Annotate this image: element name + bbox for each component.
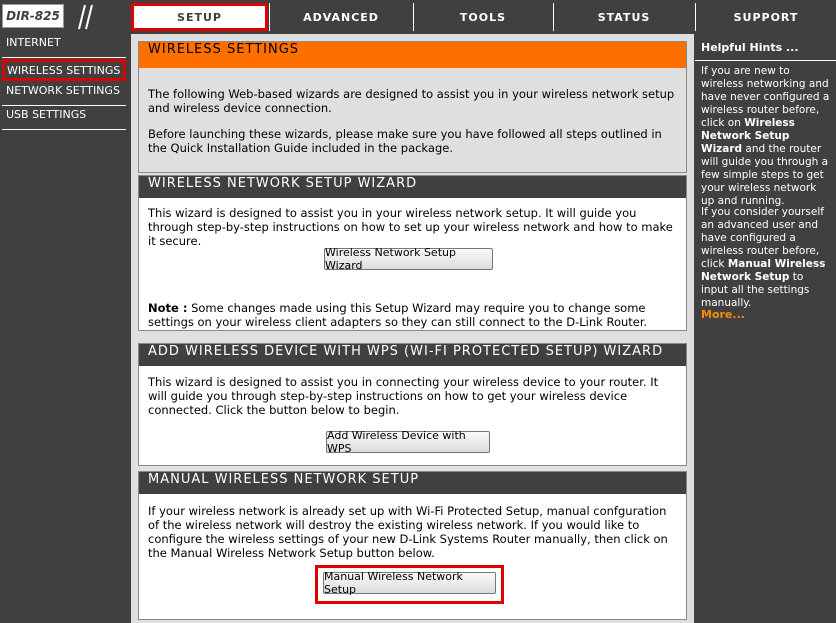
tab-tools[interactable]: TOOLS <box>413 3 552 31</box>
top-navigation-bar <box>0 0 836 33</box>
wireless-settings-intro <box>138 41 687 173</box>
hints-title: Helpful Hints ... <box>701 41 799 54</box>
intro-paragraph-1: The following Web-based wizards are designed to assist you in your wireless network setup and wireless device connection. <box>148 87 675 115</box>
tab-status[interactable]: STATUS <box>553 3 694 31</box>
tab-advanced[interactable]: ADVANCED <box>269 3 412 31</box>
section-title-manual-setup: MANUAL WIRELESS NETWORK SETUP <box>139 472 686 494</box>
section-title-wireless-settings: WIRELESS SETTINGS <box>139 42 686 68</box>
wps-wizard-description: This wizard is designed to assist you in connecting your wireless device to your router. It will guide you through step-by-step instructions on how to get your wireless device connected. Click the button below to begin. <box>148 375 659 417</box>
section-title-setup-wizard: WIRELESS NETWORK SETUP WIZARD <box>139 176 686 198</box>
hint-2-bold: Manual Wireless Network Setup <box>701 258 826 283</box>
manual-setup-section <box>138 471 687 620</box>
left-sidebar <box>0 34 130 623</box>
logo-slashes-icon <box>69 3 93 31</box>
hint-2-text-b: to input all the settings manually. <box>701 271 810 309</box>
hint-1-bold: Wireless Network Setup Wizard <box>701 117 795 155</box>
manual-wireless-network-setup-button[interactable]: Manual Wireless Network Setup <box>323 572 496 594</box>
hint-2-text-a: If you consider yourself an advanced user and have configured a wireless router before, click <box>701 206 824 270</box>
manual-setup-description: If your wireless network is already set up with Wi-Fi Protected Setup, manual confguration of the wireless network will destroy the existing wireless network. If you would like to configure the wireless settings of your new D-Link Systems Router manually, then click on the Manual Wireless Network Setup button below. <box>148 504 668 560</box>
setup-wizard-note <box>148 301 680 329</box>
router-model-logo: DIR-825 <box>2 4 64 28</box>
hint-1-text-a: If you are new to wireless networking and have never configured a wireless router before, click on <box>701 65 830 129</box>
add-wireless-device-wps-button[interactable]: Add Wireless Device with WPS <box>326 431 490 453</box>
section-title-wps-wizard: ADD WIRELESS DEVICE WITH WPS (WI-FI PROTECTED SETUP) WIZARD <box>139 344 686 366</box>
more-hints-link[interactable]: More... <box>701 308 745 321</box>
sidebar-item-usb-settings[interactable]: USB SETTINGS <box>2 108 126 130</box>
wps-wizard-section <box>138 343 687 466</box>
setup-wizard-section <box>138 175 687 331</box>
sidebar-item-wireless-settings[interactable]: WIRELESS SETTINGS <box>2 59 126 81</box>
helpful-hints-panel <box>695 34 836 623</box>
wireless-network-setup-wizard-button[interactable]: Wireless Network Setup Wizard <box>324 248 493 270</box>
sidebar-item-network-settings[interactable]: NETWORK SETTINGS <box>2 84 126 106</box>
hint-paragraph-2 <box>701 206 831 310</box>
note-label: Note : <box>148 301 188 315</box>
intro-paragraph-2: Before launching these wizards, please make sure you have followed all steps outlined in the Quick Installation Guide included in the package. <box>148 127 662 155</box>
hint-paragraph-1 <box>701 65 831 208</box>
sidebar-item-internet[interactable]: INTERNET <box>2 36 126 58</box>
tab-setup[interactable]: SETUP <box>131 3 268 31</box>
hint-1-text-b: and the router will guide you through a few simple steps to get your wireless network up and running. <box>701 143 829 207</box>
tab-support[interactable]: SUPPORT <box>695 3 836 31</box>
setup-wizard-description: This wizard is designed to assist you in your wireless network setup. It will guide you through step-by-step instructions on how to set up your wireless network and how to make it secure. <box>148 206 673 248</box>
hints-divider <box>695 60 836 61</box>
note-text: Some changes made using this Setup Wizard may require you to change some settings on your wireless client adapters so they can still connect to the D-Link Router. <box>148 301 648 329</box>
main-content <box>131 34 694 623</box>
